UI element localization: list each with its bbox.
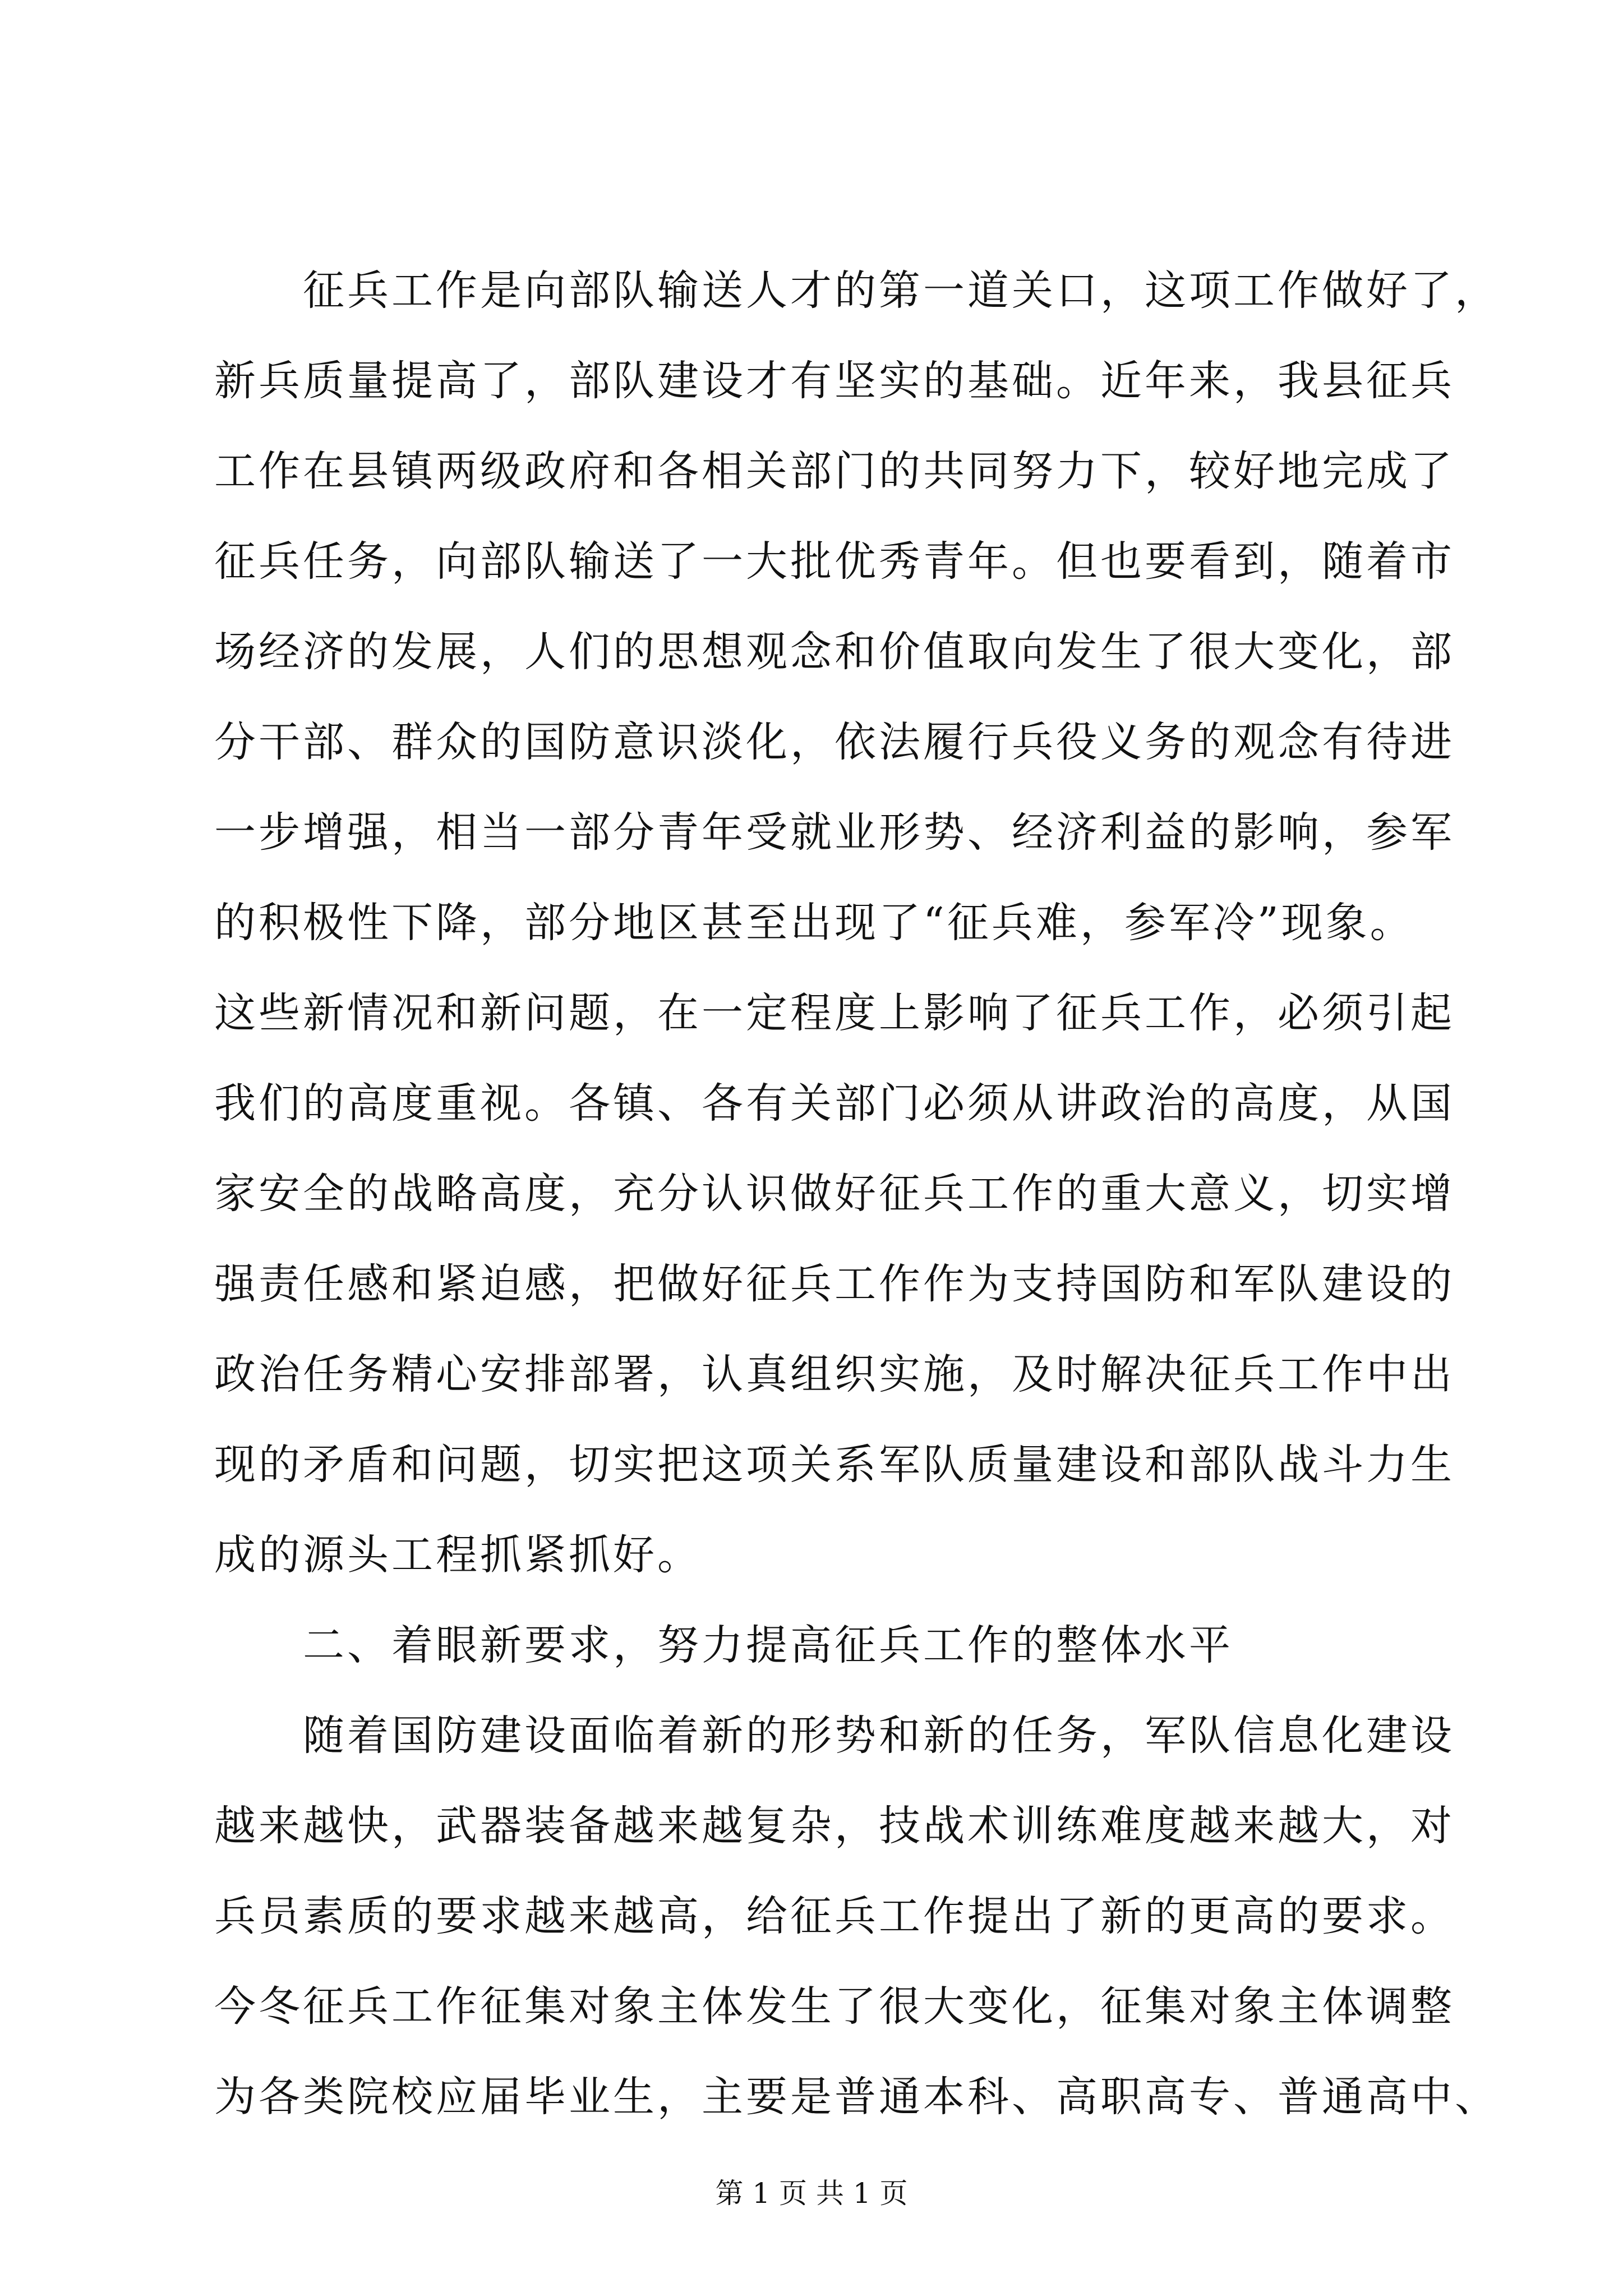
text-line: 随着国防建设面临着新的形势和新的任务，军队信息化建设 xyxy=(214,1711,1455,1760)
text-line: 家安全的战略高度，充分认识做好征兵工作的重大意义，切实增 xyxy=(214,1170,1455,1218)
text-line: 这些新情况和新问题，在一定程度上影响了征兵工作，必须引起 xyxy=(214,989,1455,1037)
section-heading: 二、着眼新要求，努力提高征兵工作的整体水平 xyxy=(214,1621,1233,1669)
text-line: 越来越快，武器装备越来越复杂，技战术训练难度越来越大，对 xyxy=(214,1802,1455,1850)
text-line: 一步增强，相当一部分青年受就业形势、经济利益的影响，参军 xyxy=(214,808,1455,857)
text-line: 成的源头工程抓紧抓好。 xyxy=(214,1531,702,1579)
text-line: 政治任务精心安排部署，认真组织实施，及时解决征兵工作中出 xyxy=(214,1350,1455,1398)
text-line: 的积极性下降，部分地区甚至出现了“征兵难，参军冷”现象。 xyxy=(214,899,1414,947)
text-line: 工作在县镇两级政府和各相关部门的共同努力下，较好地完成了 xyxy=(214,447,1455,495)
text-line: 征兵工作是向部队输送人才的第一道关口，这项工作做好了， xyxy=(214,266,1499,315)
text-line: 强责任感和紧迫感，把做好征兵工作作为支持国防和军队建设的 xyxy=(214,1260,1455,1308)
text-line: 兵员素质的要求越来越高，给征兵工作提出了新的更高的要求。 xyxy=(214,1892,1455,1940)
text-line: 为各类院校应届毕业生，主要是普通本科、高职高专、普通高中、 xyxy=(214,2073,1499,2121)
text-line: 现的矛盾和问题，切实把这项关系军队质量建设和部队战斗力生 xyxy=(214,1441,1455,1489)
text-line: 今冬征兵工作征集对象主体发生了很大变化，征集对象主体调整 xyxy=(214,1982,1455,2031)
text-line: 分干部、群众的国防意识淡化，依法履行兵役义务的观念有待进 xyxy=(214,718,1455,766)
page-number-footer: 第 1 页 共 1 页 xyxy=(715,2177,908,2210)
text-line: 我们的高度重视。各镇、各有关部门必须从讲政治的高度，从国 xyxy=(214,1079,1455,1128)
text-line: 场经济的发展，人们的思想观念和价值取向发生了很大变化，部 xyxy=(214,628,1455,676)
text-line: 征兵任务，向部队输送了一大批优秀青年。但也要看到，随着市 xyxy=(214,537,1455,586)
text-line: 新兵质量提高了，部队建设才有坚实的基础。近年来，我县征兵 xyxy=(214,357,1455,405)
